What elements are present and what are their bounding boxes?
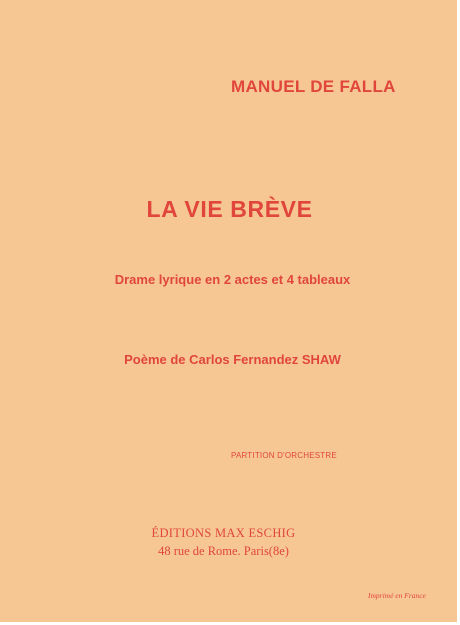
librettist-credit: Poème de Carlos Fernandez SHAW xyxy=(124,352,341,367)
composer-name: MANUEL DE FALLA xyxy=(231,77,396,96)
work-subtitle: Drame lyrique en 2 actes et 4 tableaux xyxy=(114,272,351,287)
work-title: LA VIE BRÈVE xyxy=(146,196,313,222)
publisher-name: ÉDITIONS MAX ESCHIG xyxy=(151,526,296,540)
publisher-address: 48 rue de Rome. Paris(8e) xyxy=(158,544,289,558)
score-type-label: PARTITION D'ORCHESTRE xyxy=(231,451,337,460)
imprint-note: Imprimé en France xyxy=(368,591,426,600)
